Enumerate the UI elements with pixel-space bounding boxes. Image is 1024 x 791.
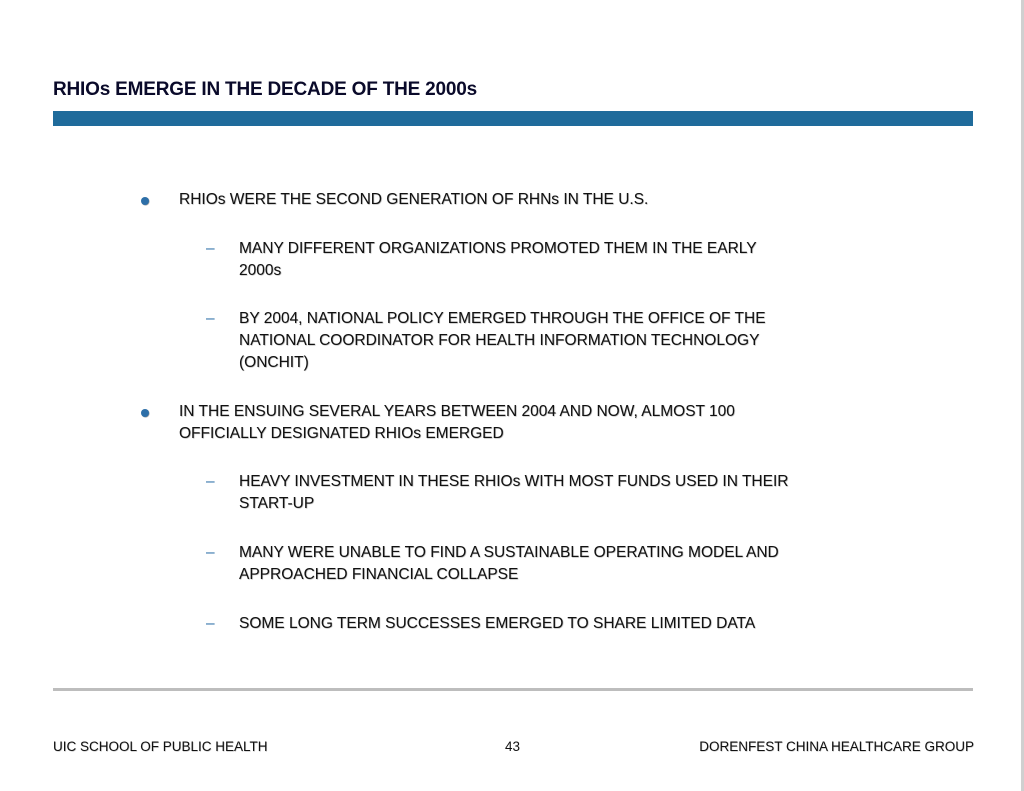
slide-title: RHIOs EMERGE IN THE DECADE OF THE 2000s xyxy=(53,79,478,100)
sub-bullet-dash: – xyxy=(206,240,215,257)
sub-bullet-line: HEAVY INVESTMENT IN THESE RHIOs WITH MOST FUNDS USED IN THEIR xyxy=(239,473,789,490)
bullet-item xyxy=(179,189,648,211)
footer-company: DORENFEST CHINA HEALTHCARE GROUP xyxy=(699,739,974,754)
sub-bullet-line: MANY DIFFERENT ORGANIZATIONS PROMOTED THEM IN THE EARLY xyxy=(239,240,757,257)
sub-bullet-item xyxy=(239,308,766,374)
sub-bullet-item xyxy=(239,613,755,635)
sub-bullet-dash: – xyxy=(206,473,215,490)
sub-bullet-dash: – xyxy=(206,310,215,327)
sub-bullet-line: BY 2004, NATIONAL POLICY EMERGED THROUGH THE OFFICE OF THE xyxy=(239,310,766,327)
sub-bullet-line: APPROACHED FINANCIAL COLLAPSE xyxy=(239,566,519,583)
sub-bullet-line: MANY WERE UNABLE TO FIND A SUSTAINABLE OPERATING MODEL AND xyxy=(239,544,779,561)
sub-bullet-line: START-UP xyxy=(239,495,315,512)
bullet-dot xyxy=(141,197,149,205)
bullet-text-line: IN THE ENSUING SEVERAL YEARS BETWEEN 2004 AND NOW, ALMOST 100 xyxy=(179,403,735,420)
sub-bullet-line: 2000s xyxy=(239,262,282,279)
sub-bullet-item xyxy=(239,471,788,515)
footer-divider xyxy=(53,688,973,691)
sub-bullet-dash: – xyxy=(206,544,215,561)
footer-organization: UIC SCHOOL OF PUBLIC HEALTH xyxy=(53,739,268,754)
sub-bullet-line: NATIONAL COORDINATOR FOR HEALTH INFORMATION TECHNOLOGY xyxy=(239,332,760,349)
bullet-dot xyxy=(141,409,149,417)
sub-bullet-dash: – xyxy=(206,615,215,632)
page-number: 43 xyxy=(505,739,521,754)
sub-bullet-line: SOME LONG TERM SUCCESSES EMERGED TO SHARE LIMITED DATA xyxy=(239,615,756,632)
sub-bullet-line: (ONCHIT) xyxy=(239,354,309,371)
bullet-text-line: OFFICIALLY DESIGNATED RHIOs EMERGED xyxy=(179,425,504,442)
title-accent-bar xyxy=(53,111,973,126)
sub-bullet-item xyxy=(239,238,757,282)
sub-bullet-item xyxy=(239,542,779,586)
bullet-item xyxy=(179,401,735,445)
bullet-text: RHIOs WERE THE SECOND GENERATION OF RHNs IN THE U.S. xyxy=(179,191,649,208)
